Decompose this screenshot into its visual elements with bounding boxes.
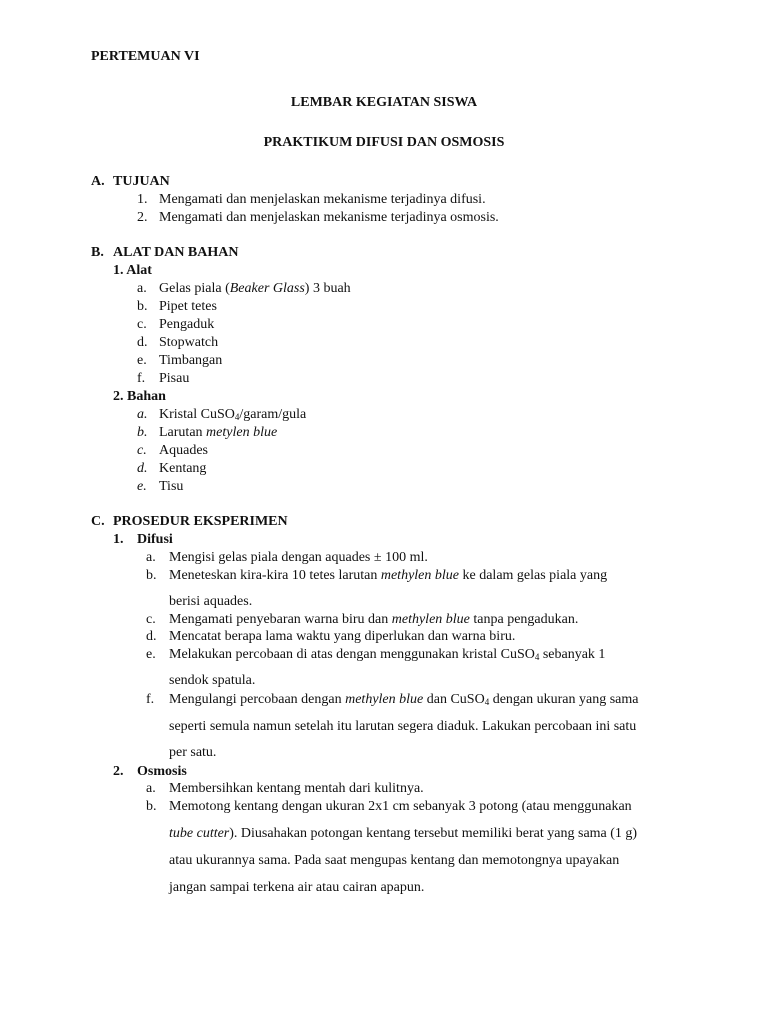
difusi-letter-d: d.	[146, 629, 157, 644]
osmosis-num: 2.	[113, 764, 124, 779]
osmosis-step-a: Membersihkan kentang mentah dari kulitnya.	[169, 781, 424, 796]
tujuan-item-2: Mengamati dan menjelaskan mekanisme terjadinya osmosis.	[159, 210, 499, 225]
tujuan-item-1: Mengamati dan menjelaskan mekanisme terjadinya difusi.	[159, 192, 486, 207]
difusi-letter-b: b.	[146, 568, 157, 583]
osmosis-step-b-line4: jangan sampai terkena air atau cairan apapun.	[169, 880, 425, 895]
alat-item-f: Pisau	[159, 371, 190, 386]
alat-letter-b: b.	[137, 299, 148, 314]
bahan-letter-d: d.	[137, 461, 148, 476]
alat-letter-a: a.	[137, 281, 147, 296]
difusi-letter-f: f.	[146, 692, 155, 707]
section-a-marker: A.	[91, 174, 105, 189]
alat-letter-c: c.	[137, 317, 147, 332]
alat-letter-d: d.	[137, 335, 148, 350]
alat-item-b: Pipet tetes	[159, 299, 217, 314]
osmosis-heading: Osmosis	[137, 764, 187, 779]
alat-heading: 1. Alat	[113, 263, 152, 278]
section-b-marker: B.	[91, 245, 104, 260]
alat-item-a: Gelas piala (Beaker Glass) 3 buah	[159, 281, 351, 296]
difusi-heading: Difusi	[137, 532, 173, 547]
bahan-item-b: Larutan metylen blue	[159, 425, 278, 440]
difusi-step-e-line2: sendok spatula.	[169, 673, 256, 688]
alat-letter-e: e.	[137, 353, 147, 368]
difusi-letter-a: a.	[146, 550, 156, 565]
bahan-letter-e: e.	[137, 479, 147, 494]
osmosis-step-b-line2: tube cutter). Diusahakan potongan kentang tersebut memiliki berat yang sama (1 g)	[169, 826, 638, 841]
difusi-step-a: Mengisi gelas piala dengan aquades ± 100 ml.	[169, 550, 428, 565]
bahan-item-a: Kristal CuSO$_4$/garam/gula	[159, 407, 307, 422]
bahan-letter-c: c.	[137, 443, 147, 458]
osmosis-letter-a: a.	[146, 781, 156, 796]
difusi-step-f-line2: seperti semula namun setelah itu larutan segera diaduk. Lakukan percobaan ini satu	[169, 719, 637, 734]
difusi-step-c: Mengamati penyebaran warna biru dan methylen blue tanpa pengadukan.	[169, 612, 579, 627]
section-a-heading: TUJUAN	[113, 174, 170, 189]
bahan-heading: 2. Bahan	[113, 389, 166, 404]
bahan-item-c: Aquades	[159, 443, 208, 458]
section-c-marker: C.	[91, 514, 105, 529]
document-title: LEMBAR KEGIATAN SISWA	[290, 95, 478, 110]
bahan-item-d: Kentang	[159, 461, 207, 476]
tujuan-num-1: 1.	[137, 192, 148, 207]
alat-letter-f: f.	[137, 371, 146, 386]
difusi-step-f-line1: Mengulangi percobaan dengan methylen blue dan CuSO$_4$ dengan ukuran yang sama	[169, 692, 639, 707]
alat-item-c: Pengaduk	[159, 317, 215, 332]
section-b-heading: ALAT DAN BAHAN	[113, 245, 239, 260]
osmosis-letter-b: b.	[146, 799, 157, 814]
difusi-step-d: Mencatat berapa lama waktu yang diperlukan dan warna biru.	[169, 629, 516, 644]
bahan-letter-a: a.	[137, 407, 148, 422]
document-subtitle: PRAKTIKUM DIFUSI DAN OSMOSIS	[263, 135, 505, 150]
difusi-step-b-line2: berisi aquades.	[169, 594, 253, 609]
section-c-heading: PROSEDUR EKSPERIMEN	[113, 514, 288, 529]
difusi-step-e-line1: Melakukan percobaan di atas dengan menggunakan kristal CuSO$_4$ sebanyak 1	[169, 647, 606, 662]
osmosis-step-b-line3: atau ukurannya sama. Pada saat mengupas kentang dan memotongnya upayakan	[169, 853, 620, 868]
difusi-letter-c: c.	[146, 612, 156, 627]
osmosis-step-b-line1: Memotong kentang dengan ukuran 2x1 cm sebanyak 3 potong (atau menggunakan	[169, 799, 632, 814]
difusi-step-f-line3: per satu.	[169, 745, 217, 760]
bahan-letter-b: b.	[137, 425, 148, 440]
tujuan-num-2: 2.	[137, 210, 148, 225]
alat-item-d: Stopwatch	[159, 335, 219, 350]
difusi-step-b-line1: Meneteskan kira-kira 10 tetes larutan methylen blue ke dalam gelas piala yang	[169, 568, 608, 583]
difusi-num: 1.	[113, 532, 124, 547]
bahan-item-e: Tisu	[159, 479, 184, 494]
page-header: PERTEMUAN VI	[91, 49, 200, 64]
difusi-letter-e: e.	[146, 647, 156, 662]
alat-item-e: Timbangan	[159, 353, 223, 368]
